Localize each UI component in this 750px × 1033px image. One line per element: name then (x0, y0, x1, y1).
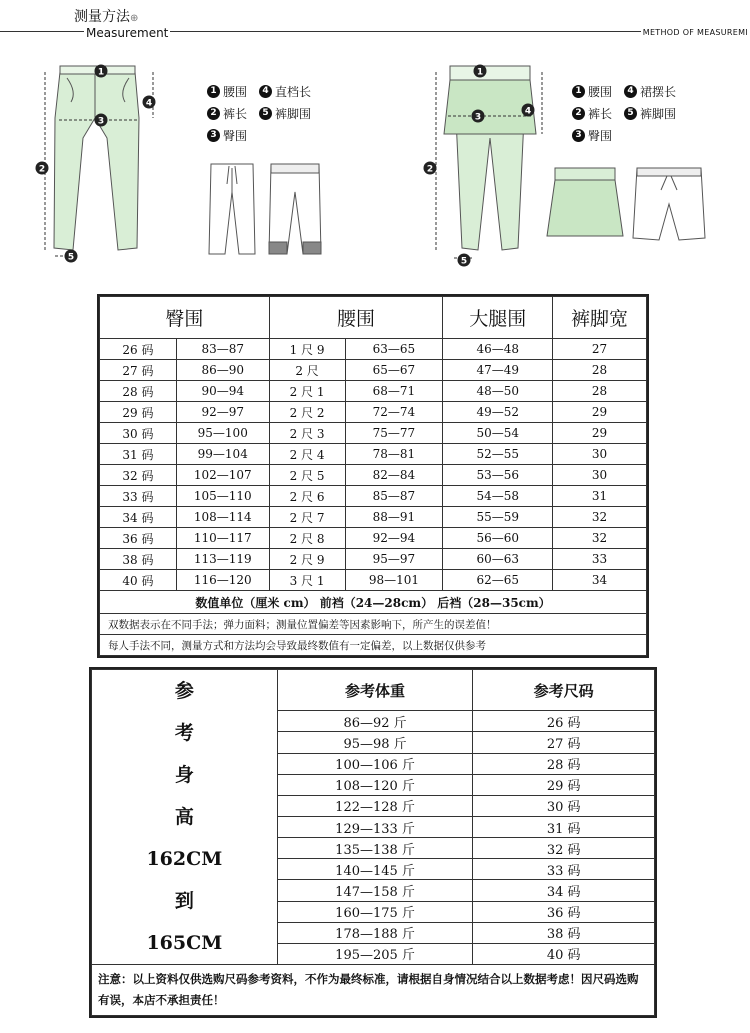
skirt-pants-legend (572, 80, 676, 146)
legend-number: 5 (259, 107, 272, 120)
legend-item (259, 83, 311, 100)
hip-cell: 108—114 (176, 507, 269, 528)
leg-cell: 32 (553, 528, 647, 549)
legend-label: 裤脚围 (275, 106, 312, 121)
thigh-cell: 49—52 (443, 402, 553, 423)
pants-thumbnails (205, 158, 330, 258)
ref-size-cell: 28 码 (473, 753, 655, 774)
header-title-cn: 测量方法 (74, 9, 130, 25)
leg-cell: 29 (553, 402, 647, 423)
size-cell: 36 码 (100, 528, 177, 549)
waist-cell: 85—87 (345, 486, 443, 507)
skirt-pants-measurement-diagram (418, 58, 558, 270)
header-ref-weight: 参考体重 (277, 670, 473, 711)
waist-cell: 78—81 (345, 444, 443, 465)
legend-label: 裤脚围 (640, 106, 677, 121)
thigh-cell: 53—56 (443, 465, 553, 486)
hip-cell: 95—100 (176, 423, 269, 444)
skirt-pants-figure-icon (444, 66, 536, 250)
svg-text:3: 3 (97, 116, 105, 127)
skirt-thumbnails (545, 160, 715, 245)
waist-cell: 75—77 (345, 423, 443, 444)
weight-cell: 100—106 斤 (277, 753, 473, 774)
thigh-cell: 55—59 (443, 507, 553, 528)
ref-size-cell: 29 码 (473, 774, 655, 795)
size-cell: 29 码 (100, 402, 177, 423)
table-row (100, 339, 647, 360)
legend-label: 腰围 (223, 84, 248, 99)
legend-number: 2 (572, 107, 585, 120)
table-row (100, 528, 647, 549)
thigh-cell: 48—50 (443, 381, 553, 402)
leg-cell: 30 (553, 465, 647, 486)
size-cell: 38 码 (100, 549, 177, 570)
ref-size-cell: 30 码 (473, 795, 655, 816)
globe-icon: ⊕ (130, 13, 139, 24)
header-leg-opening: 裤脚宽 (553, 297, 647, 339)
table-row (100, 360, 647, 381)
waist-chi-cell: 2 尺 2 (269, 402, 345, 423)
hip-cell: 86—90 (176, 360, 269, 381)
side-char: 到 (174, 890, 194, 912)
waist-cell: 95—97 (345, 549, 443, 570)
weight-cell: 147—158 斤 (277, 880, 473, 901)
svg-text:2: 2 (426, 164, 434, 175)
waist-chi-cell: 2 尺 (269, 360, 345, 381)
table-row (100, 444, 647, 465)
leg-cell: 28 (553, 381, 647, 402)
legend-item (572, 83, 624, 100)
weight-cell: 160—175 斤 (277, 901, 473, 922)
legend-number: 4 (624, 85, 637, 98)
side-char: 参 (174, 680, 194, 702)
thigh-cell: 54—58 (443, 486, 553, 507)
leg-cell: 30 (553, 444, 647, 465)
thigh-cell: 50—54 (443, 423, 553, 444)
table-row (100, 423, 647, 444)
ref-size-cell: 32 码 (473, 838, 655, 859)
side-char: 高 (174, 806, 194, 828)
leg-cell: 32 (553, 507, 647, 528)
height-range-column (92, 670, 278, 965)
waist-cell: 88—91 (345, 507, 443, 528)
size-cell: 30 码 (100, 423, 177, 444)
waist-cell: 63—65 (345, 339, 443, 360)
header-ref-size: 参考尺码 (473, 670, 655, 711)
weight-cell: 108—120 斤 (277, 774, 473, 795)
hip-cell: 105—110 (176, 486, 269, 507)
leg-cell: 27 (553, 339, 647, 360)
hip-cell: 113—119 (176, 549, 269, 570)
legend-label: 臀围 (223, 128, 248, 143)
legend-item (572, 127, 624, 144)
disclaimer-note: 注意：以上资料仅供选购尺码参考资料，不作为最终标准，请根据自身情况结合以上数据考虑！因尺码选购有误，本店不承担责任！ (92, 965, 655, 1016)
legend-label: 直档长 (275, 84, 312, 99)
size-note-2: 每人手法不同，测量方式和方法均会导致最终数值有一定偏差，以上数据仅供参考 (100, 635, 647, 656)
weight-cell: 95—98 斤 (277, 732, 473, 753)
waist-chi-cell: 2 尺 8 (269, 528, 345, 549)
height-min: 162CM (146, 848, 223, 870)
legend-label: 裤长 (588, 106, 613, 121)
waist-chi-cell: 2 尺 6 (269, 486, 345, 507)
size-cell: 31 码 (100, 444, 177, 465)
legend-label: 臀围 (588, 128, 613, 143)
waist-cell: 98—101 (345, 570, 443, 591)
leg-cell: 33 (553, 549, 647, 570)
legend-number: 4 (259, 85, 272, 98)
waist-chi-cell: 2 尺 5 (269, 465, 345, 486)
ref-size-cell: 31 码 (473, 816, 655, 837)
size-cell: 33 码 (100, 486, 177, 507)
table-row (100, 486, 647, 507)
header-right-label: METHOD OF MEASUREMI (642, 28, 748, 37)
waist-chi-cell: 3 尺 1 (269, 570, 345, 591)
joggers-back-icon (269, 164, 321, 254)
waist-chi-cell: 2 尺 3 (269, 423, 345, 444)
ref-size-cell: 36 码 (473, 901, 655, 922)
legend-number: 1 (572, 85, 585, 98)
hip-cell: 92—97 (176, 402, 269, 423)
svg-text:4: 4 (145, 98, 153, 109)
svg-text:5: 5 (460, 256, 468, 267)
height-max: 165CM (146, 932, 223, 954)
weight-cell: 129—133 斤 (277, 816, 473, 837)
ref-size-cell: 38 码 (473, 922, 655, 943)
leg-cell: 31 (553, 486, 647, 507)
svg-text:2: 2 (38, 164, 46, 175)
table-row (100, 507, 647, 528)
hip-cell: 116—120 (176, 570, 269, 591)
waist-chi-cell: 2 尺 7 (269, 507, 345, 528)
unit-line: 数值单位（厘米 cm） 前裆（24—28cm） 后裆（28—35cm） (100, 591, 647, 614)
leg-cell: 28 (553, 360, 647, 381)
header-waist: 腰围 (269, 297, 443, 339)
size-cell: 34 码 (100, 507, 177, 528)
waist-chi-cell: 2 尺 9 (269, 549, 345, 570)
weight-cell: 178—188 斤 (277, 922, 473, 943)
size-table-body (100, 339, 647, 656)
skort-front-icon (547, 168, 623, 236)
table-row (100, 570, 647, 591)
size-cell: 40 码 (100, 570, 177, 591)
legend-item (624, 83, 676, 100)
legend-number: 1 (207, 85, 220, 98)
size-cell: 28 码 (100, 381, 177, 402)
header-subtitle: Measurement (86, 26, 169, 40)
thigh-cell: 52—55 (443, 444, 553, 465)
legend-label: 裙摆长 (640, 84, 677, 99)
pants-legend (207, 80, 311, 146)
pants-figure-icon (54, 66, 139, 250)
legend-item (259, 105, 311, 122)
hip-cell: 83—87 (176, 339, 269, 360)
side-char: 身 (174, 764, 194, 786)
legend-number: 3 (207, 129, 220, 142)
svg-text:3: 3 (474, 112, 482, 123)
waist-cell: 65—67 (345, 360, 443, 381)
legend-number: 5 (624, 107, 637, 120)
reference-table-frame (89, 667, 657, 1018)
hip-cell: 102—107 (176, 465, 269, 486)
leg-cell: 29 (553, 423, 647, 444)
thigh-cell: 60—63 (443, 549, 553, 570)
waist-cell: 68—71 (345, 381, 443, 402)
waist-chi-cell: 2 尺 4 (269, 444, 345, 465)
weight-cell: 195—205 斤 (277, 943, 473, 964)
table-row (100, 549, 647, 570)
ref-size-cell: 27 码 (473, 732, 655, 753)
legend-item (624, 105, 676, 122)
size-table (99, 296, 647, 656)
weight-cell: 122—128 斤 (277, 795, 473, 816)
size-cell: 32 码 (100, 465, 177, 486)
hip-cell: 99—104 (176, 444, 269, 465)
thigh-cell: 46—48 (443, 339, 553, 360)
waist-cell: 82—84 (345, 465, 443, 486)
thigh-cell: 62—65 (443, 570, 553, 591)
legend-item (207, 105, 259, 122)
ref-size-cell: 34 码 (473, 880, 655, 901)
waist-cell: 92—94 (345, 528, 443, 549)
svg-text:5: 5 (67, 252, 75, 263)
waist-cell: 72—74 (345, 402, 443, 423)
thigh-cell: 47—49 (443, 360, 553, 381)
trousers-front-icon (209, 164, 255, 254)
header-hip: 臀围 (100, 297, 270, 339)
size-cell: 26 码 (100, 339, 177, 360)
legend-item (207, 83, 259, 100)
waist-chi-cell: 1 尺 9 (269, 339, 345, 360)
thigh-cell: 56—60 (443, 528, 553, 549)
weight-cell: 135—138 斤 (277, 838, 473, 859)
ref-size-cell: 40 码 (473, 943, 655, 964)
table-row (100, 465, 647, 486)
svg-text:4: 4 (524, 106, 532, 117)
size-note-1: 双数据表示在不同手法；弹力面料；测量位置偏差等因素影响下，所产生的误差值！ (100, 614, 647, 635)
waist-chi-cell: 2 尺 1 (269, 381, 345, 402)
shorts-icon (633, 168, 705, 240)
ref-size-cell: 26 码 (473, 711, 655, 732)
legend-item (572, 105, 624, 122)
side-char: 考 (174, 722, 194, 744)
legend-label: 裤长 (223, 106, 248, 121)
size-cell: 27 码 (100, 360, 177, 381)
pants-measurement-diagram (25, 58, 165, 270)
legend-number: 2 (207, 107, 220, 120)
header-title (70, 6, 142, 26)
weight-cell: 86—92 斤 (277, 711, 473, 732)
svg-text:1: 1 (476, 67, 484, 78)
ref-size-cell: 33 码 (473, 859, 655, 880)
leg-cell: 34 (553, 570, 647, 591)
table-row (100, 381, 647, 402)
legend-number: 3 (572, 129, 585, 142)
svg-text:1: 1 (97, 67, 105, 78)
reference-table (91, 669, 655, 1016)
hip-cell: 110—117 (176, 528, 269, 549)
legend-label: 腰围 (588, 84, 613, 99)
weight-cell: 140—145 斤 (277, 859, 473, 880)
size-table-frame (97, 294, 649, 658)
table-row (100, 402, 647, 423)
header-thigh: 大腿围 (443, 297, 553, 339)
hip-cell: 90—94 (176, 381, 269, 402)
legend-item (207, 127, 259, 144)
